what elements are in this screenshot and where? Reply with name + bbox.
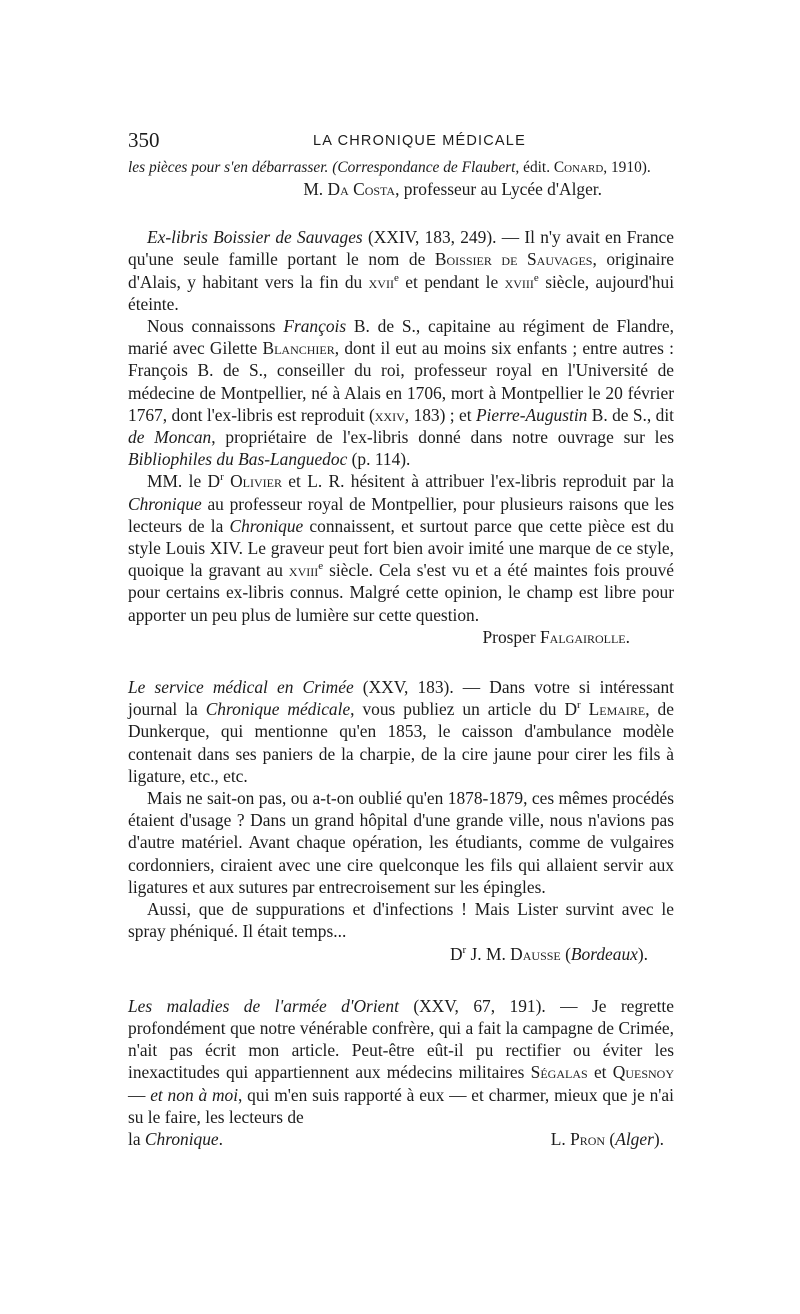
section-title: Le service médical en Crimée [128,677,354,698]
maladies-last-line-text: la Chronique. [128,1128,224,1149]
maladies-paragraph-1: Les maladies de l'armée d'Orient (XXV, 67, 191). — Je regrette profondément que notre vénérable confrère, qui a fait la campagne de Crimée, n'ait pas écrit mon article. Peut-être eût-il pu rectifier ou éviter les inexactitudes qui appartiennent aux médecins militaires Ségalas et Quesnoy — et non à moi, qui m'en suis rapporté à eux — et charmer, mieux que je n'ai su le faire, les lecteurs de [128,995,674,1127]
page-body [128,158,674,1150]
ex-libris-signature: Prosper Falgairolle. [482,626,630,647]
running-header [128,128,688,154]
ex-libris-paragraph-3: MM. le $D^r$ Olivier et L. R. hésitent à attribuer l'ex-libris reproduit par la Chronique au professeur royal de Montpellier, pour plusieurs raisons que les lecteurs de la Chronique connaissent, et surtout parce que cette pièce est du style Louis XIV. Le graveur peut fort bien avoir imité une marque de ce style, quoique la gravant au xviii$^e$ siècle. Cela s'est vu et a été maintes fois prouvé pour certains ex-libris connus. Malgré cette opinion, le champ est libre pour apporter un peu plus de lumière sur cette question. [128,471,674,625]
section-service-medical [128,676,674,965]
continuation-paragraph: les pièces pour s'en débarrasser. (Correspondance de Flaubert, édit. Conard, 1910). [128,159,651,176]
section-title: Les maladies de l'armée d'Orient [128,995,399,1016]
continuation-signature: M. Da Costa, professeur au Lycée d'Alger. [303,179,602,199]
page-number: 350 [128,128,160,152]
service-medical-signature: $D^r$ J. M. Dausse (Bordeaux). [449,943,648,964]
section-ex-libris [128,226,674,648]
section-title: Ex-libris Boissier de Sauvages [147,227,363,248]
service-medical-paragraph-1: Le service médical en Crimée (XXV, 183). — Dans votre si intéressant journal la Chronique médicale, vous publiez un article du $D^r$ Lemaire, de Dunkerque, qui mentionne qu'en 1853, le caisson d'ambulance modèle contenait dans ses paniers de la charpie, de la cire jaune pour cirer les fils à ligature, etc., etc. [128,677,674,786]
maladies-signature: L. Pron (Alger). [550,1128,664,1149]
maladies-last-line [128,1128,674,1150]
ex-libris-paragraph-2: Nous connaissons François B. de S., capitaine au régiment de Flandre, marié avec Gilette Blanchier, dont il eut au moins six enfants ; entre autres : François B. de S., conseiller du roi, professeur royal en l'Université de médecine de Montpellier, né à Alais en 1706, mort à Montpellier le 20 février 1767, dont l'ex-libris est reproduit (xxiv, 183) ; et Pierre-Augustin B. de S., dit de Moncan, propriétaire de l'ex-libris donné dans notre ouvrage sur les Bibliophiles du Bas-Languedoc (p. 114). [128,316,675,470]
service-medical-paragraph-3: Aussi, que de suppurations et d'infections ! Mais Lister survint avec le spray phéniqué. Il était temps... [128,899,674,942]
ex-libris-paragraph-1: Ex-libris Boissier de Sauvages (XXIV, 183, 249). — Il n'y avait en France qu'une seule famille portant le nom de Boissier de Sauvages, originaire d'Alais, y habitant vers la fin du xvii$^e$ et pendant le xviii$^e$ siècle, aujourd'hui éteinte. [128,227,675,314]
section-maladies [128,995,674,1150]
service-medical-paragraph-2: Mais ne sait-on pas, ou a-t-on oublié qu'en 1878-1879, ces mêmes procédés étaient d'usage ? Dans un grand hôpital d'une grande ville, nous n'avions pas d'autre matériel. Avant chaque opération, les étudiants, comme de vulgaires cordonniers, ciraient avec une cire quelconque les fils qui allaient servir aux ligatures et aux sutures par entrecroisement sur les épingles. [128,788,674,897]
running-title: LA CHRONIQUE MÉDICALE [313,133,526,149]
